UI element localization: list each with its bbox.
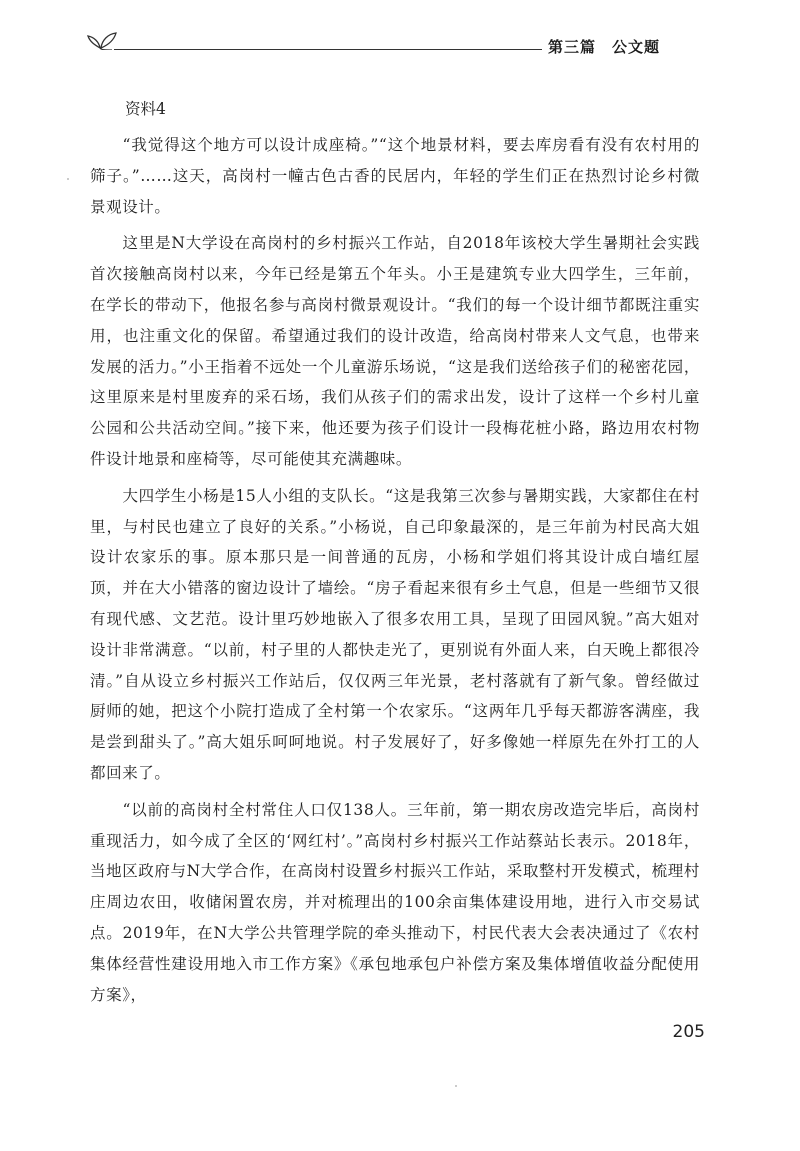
page-header: [78, 22, 718, 62]
paragraph-1: “我觉得这个地方可以设计成座椅。”“这个地景材料，要去库房看有没有农村用的筛子。”……这天，高岗村一幢古色古香的民居内，年轻的学生们正在热烈讨论乡村微景观设计。: [90, 136, 700, 216]
section-title: 资料4: [125, 100, 166, 118]
page-number: 205: [672, 1022, 705, 1042]
header-title: 第三篇 公文题: [548, 38, 661, 56]
header-rule: [114, 49, 542, 50]
page-content: [90, 98, 700, 1010]
scan-speck: [67, 178, 69, 180]
sprout-leaf-icon: [86, 28, 120, 50]
paragraph-2: 这里是N大学设在高岗村的乡村振兴工作站，自2018年该校大学生暑期社会实践首次接触高岗村以来，今年已经是第五个年头。小王是建筑专业大四学生，三年前，在学长的带动下，他报名参与高岗村微景观设计。“我们的每一个设计细节都既注重实用，也注重文化的保留。希望通过我们的设计改造，给高岗村带来人文气息，也带来发展的活力。”小王指着不远处一个儿童游乐场说，“这是我们送给孩子们的秘密花园，这里原来是村里废弃的采石场，我们从孩子们的需求出发，设计了这样一个乡村儿童公园和公共活动空间。”接下来，他还要为孩子们设计一段梅花桩小路，路边用农村物件设计地景和座椅等，尽可能使其充满趣味。: [90, 234, 700, 468]
scan-speck: [455, 1085, 457, 1087]
paragraph-4: “以前的高岗村全村常住人口仅138人。三年前，第一期农房改造完毕后，高岗村重现活力，如今成了全区的‘网红村’。”高岗村乡村振兴工作站蔡站长表示。2018年，当地区政府与N大学合作，在高岗村设置乡村振兴工作站，采取整村开发模式，梳理村庄周边农田，收储闲置农房，并对梳理出的100余亩集体建设用地，进行入市交易试点。2019年，在N大学公共管理学院的牵头推动下，村民代表大会表决通过了《农村集体经营性建设用地入市工作方案》《承包地承包户补偿方案及集体增值收益分配使用方案》，: [90, 800, 700, 1004]
paragraph-3: 大四学生小杨是15人小组的支队长。“这是我第三次参与暑期实践，大家都住在村里，与村民也建立了良好的关系。”小杨说，自己印象最深的，是三年前为村民高大姐设计农家乐的事。原本那只是一间普通的瓦房，小杨和学姐们将其设计成白墙红屋顶，并在大小错落的窗边设计了墙绘。“房子看起来很有乡土气息，但是一些细节又很有现代感、文艺范。设计里巧妙地嵌入了很多农用工具，呈现了田园风貌。”高大姐对设计非常满意。“以前，村子里的人都快走光了，更别说有外面人来，白天晚上都很冷清。”自从设立乡村振兴工作站后，仅仅两三年光景，老村落就有了新气象。曾经做过厨师的她，把这个小院打造成了全村第一个农家乐。“这两年几乎每天都游客满座，我是尝到甜头了。”高大姐乐呵呵地说。村子发展好了，好多像她一样原先在外打工的人都回来了。: [90, 486, 700, 782]
